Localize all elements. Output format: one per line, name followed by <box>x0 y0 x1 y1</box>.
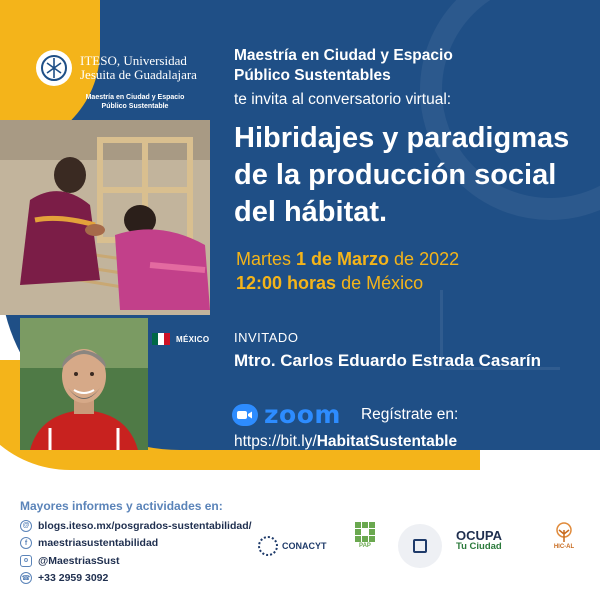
iteso-reconstruccion-logo <box>398 524 442 568</box>
title-line3: del hábitat. <box>234 196 388 228</box>
event-date <box>236 248 459 270</box>
title-line2: de la producción social <box>234 159 557 191</box>
university-name-line2: Jesuita de Guadalajara <box>80 67 197 82</box>
url-path: HabitatSustentable <box>316 433 458 450</box>
time-hours: 12:00 horas <box>236 273 337 293</box>
url-prefix: https://bit.ly/ <box>234 433 317 450</box>
web-icon: @ <box>20 520 32 532</box>
contact-text: +33 2959 3092 <box>38 572 109 585</box>
guest-photo <box>20 318 148 450</box>
ocupa-logo <box>456 528 502 552</box>
date-prefix: Martes <box>236 249 297 269</box>
community-work-photo <box>0 120 210 315</box>
contact-web[interactable] <box>20 517 252 535</box>
guest-name: Mtro. Carlos Eduardo Estrada Casarín <box>234 351 542 370</box>
zoom-camera-icon <box>232 404 258 426</box>
iteso-emblem-icon <box>36 50 72 86</box>
pap-icon <box>353 520 377 544</box>
pap-label: PAP <box>359 543 371 549</box>
facebook-icon: f <box>20 537 32 549</box>
iteso-logo <box>36 50 197 86</box>
contact-text: blogs.iteso.mx/posgrados-sustentabilidad/ <box>38 519 252 532</box>
program-line2: Público Sustentables <box>234 67 391 84</box>
event-time <box>236 272 423 294</box>
conacyt-label: CONACYT <box>282 541 327 551</box>
contact-instagram[interactable] <box>20 552 252 570</box>
registration-link[interactable] <box>234 433 457 451</box>
contact-facebook[interactable] <box>20 535 252 553</box>
time-zone: de México <box>336 273 424 293</box>
tree-icon <box>553 522 575 544</box>
hic-label: HIC-AL <box>553 544 575 550</box>
contact-text: maestriasustentabilidad <box>38 537 159 550</box>
whatsapp-icon: ☎ <box>20 572 32 584</box>
ocupa-title: OCUPA <box>456 528 502 543</box>
date-year: de 2022 <box>389 249 460 269</box>
conacyt-logo <box>258 536 327 556</box>
guest-label: INVITADO <box>234 330 299 345</box>
university-name-line1: ITESO, Universidad <box>80 53 187 68</box>
program-line1: Maestría en Ciudad y Espacio <box>234 47 453 64</box>
logo-program-line1: Maestría en Ciudad y Espacio <box>85 94 185 101</box>
register-label: Regístrate en: <box>360 405 459 423</box>
instagram-icon: o <box>20 555 32 567</box>
hic-logo <box>536 522 592 550</box>
footer-title: Mayores informes y actividades en: <box>20 499 223 513</box>
contact-whatsapp[interactable] <box>20 570 252 588</box>
title-line1: Hibridajes y paradigmas <box>234 122 570 154</box>
logo-program-line2: Público Sustentable <box>101 102 169 110</box>
contact-text: @MaestriasSust <box>38 554 120 567</box>
zoom-registration <box>232 400 458 429</box>
date-day: 1 de Marzo <box>296 249 390 269</box>
conacyt-icon <box>258 536 278 556</box>
ocupa-subtitle: Tu Ciudad <box>456 541 502 552</box>
invite-text: te invita al conversatorio virtual: <box>234 91 452 108</box>
program-name <box>234 46 574 86</box>
contact-list <box>20 517 252 587</box>
iteso-icon <box>413 539 427 553</box>
pap-logo <box>348 520 382 548</box>
event-title <box>234 120 594 231</box>
zoom-logo: zoom <box>264 400 341 429</box>
sponsor-logos <box>258 520 588 580</box>
country-badge <box>152 333 209 345</box>
mexico-flag-icon <box>152 333 170 345</box>
country-label: MÉXICO <box>176 334 210 344</box>
